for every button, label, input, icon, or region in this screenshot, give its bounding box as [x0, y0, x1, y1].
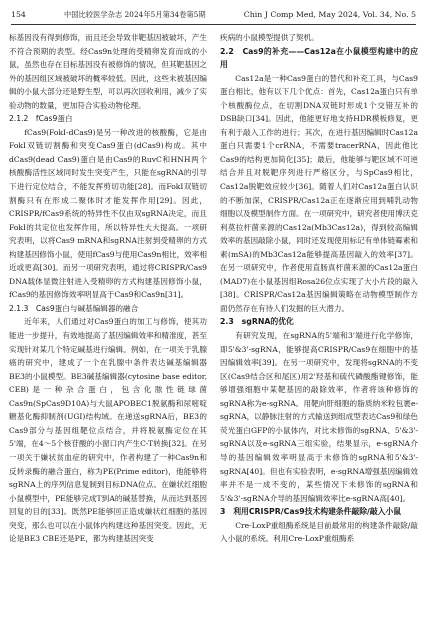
- body-paragraph: Cas12a是一种Cas9蛋白的替代和补充工具，与Cas9蛋白相比，他有以下几个优点：首先，Cas12a蛋白只有单个核酸酶位点，在切割DNA双链时形成1个交错互补的DSB缺口[34]。因此，他能更好地支持HDR模板修复，更有利于敲入工作的进行；其次，在进行基因编辑时Cas12a蛋白只需要1个crRNA，不需要tracerRNA，因此他比Cas9的结构更加简化[35]；最后，他能够与靶区域不可逆结合并且对脱靶序列进行严格区分，与SpCas9相比，Cas12a脱靶效应较少[36]。随着人们对Cas12a蛋白认识的不断加深，CRISPR/Cas12a正在逐渐应用到哺乳动物细胞以及模型制作方面。在一项研究中，研究者使用博沃克利莫拉杆菌来源的Cas12a(Mb3Cas12a)，得到较高编辑效率的基因敲除小鼠，同时还发现使用标记有单体链霉素和素(mSA)的Mb3Cas12a能够提高基因敲入的效率[37]。在另一项研究中，作者使用直肠真杆菌来源的Cas12a蛋白(MAD7)在小鼠基因组Rosa26位点实现了大小片段的敲入[38]。CRISPR/Cas12a基因编辑策略在动物模型制作方面仍然存在有待人们发掘的巨大潜力。: [220, 73, 418, 313]
- body-paragraph: fCas9(FokI-dCas9)是另一种改进的核酸酶，它是由FokI双链切割酶和突变Cas9蛋白(dCas9)构成。其中dCas9(dead Cas9)蛋白是由Cas9的RuvC和HNH两个核酸酶活性区域同时发生突变产生，只能在sgRNA的引导下进行定位结合，不能发挥剪切功能[28]。而FokI双链切割酶只有在形成二聚体时才能发挥作用[29]。因此，CRISPR/fCas9系统的特异性不仅由双sgRNA决定，而且FokI的共定位也发挥作用，所以特异性大大提高。一项研究表明，以将Cas9 mRNA和sgRNA注射到受精卵的方式构建基因修饰小鼠，使用fCas9与使用Cas9n相比，效率相近或更高[30]。而另一项研究表明，通过将CRISPR/Cas9 DNA载体显微注射进入受精卵的方式构建基因修饰小鼠，fCas9的基因修饰效率明显高于Cas9和Cas9n[31]。: [9, 127, 207, 300]
- subsection-heading: 2.1.3 Cas9蛋白与碱基编辑器的融合: [9, 303, 139, 313]
- body-paragraph: 疾病的小鼠模型提供了契机。: [220, 33, 319, 42]
- section-heading: 2.2 Cas9的补充——Cas12a在小鼠模型构建中的应用: [220, 46, 418, 70]
- journal-title-english: Chin J Comp Med, May 2024, Vol. 34, No. 5: [243, 10, 416, 20]
- header-rule: [11, 24, 416, 25]
- body-paragraph: 标基因没有得到修饰，而且还会导致非靶基因被破坏，产生不符合预期的表型。经Cas9n处理的受精卵发育而成的小鼠，虽然也存在目标基因没有被修饰的情况，但其靶基因之外的基因组区域被破坏的概率较低。因此，这些未被基因编辑的小鼠大部分还是野生型，可以再次回收利用，减少了实验动物的数量，更加符合实验动物伦理。: [9, 33, 207, 110]
- section-heading: 3 利用CRISPR/Cas9技术构建条件敲除/敲入小鼠: [220, 507, 402, 517]
- page-header: [11, 8, 416, 22]
- page-number: 154: [11, 10, 26, 20]
- body-paragraph: Cre-LoxP重组酶系统是目前最常用的构建条件敲除/敲入小鼠的系统。利用Cre-LoxP重组酶系: [220, 520, 418, 544]
- body-paragraph: 有研究发现，在sgRNA的5'端和3'端进行化学修饰，即5'&3'-sgRNA，能够提高CRISPR/Cas9在细胞中的基因编辑效率[39]。在另一项研究中，发现将sgRNA的不变区(Cas9结合区和尾区)用2'羟基和硫代磷酸酯键修饰，能够增强细胞中某靶基因的敲除效率，作者将该种修饰的sgRNA称为e-sgRNA。用靶向肝细胞的脂质纳米粒包裹e-sgRNA，以静脉注射的方式输送到组成型表达Cas9和绿色荧光蛋白GFP的小鼠体内，对比未修饰的sgRNA、5'&3'-sgRNA以及e-sgRNA三组实验，结果显示，e-sgRNA介导的基因编辑效率明显高于未修饰的sgRNA和5'&3'-sgRNA[40]。但也有实验表明，e-sgRNA增强基因编辑效率并不是一成不变的，某些情况下未修饰的sgRNA和5'&3'-sgRNA介导的基因编辑效率比e-sgRNA高[40]。: [220, 331, 418, 503]
- right-column: [220, 31, 418, 546]
- subsection-heading: 2.1.2 fCas9蛋白: [9, 114, 73, 124]
- body-paragraph: 近年来，人们通过对Cas9蛋白的加工与修饰，使其功能进一步提升，有效地提高了基因编辑效率和精准度，甚至实现针对某几个特定碱基进行编辑。例如，在一项关于乳腺癌的研究中，建成了一个在乳腺中条件表达碱基编辑器BE3的小鼠模型。BE3碱基编辑器(cytosine base editor, CEB)是一种杂合蛋白，包含化脓性链球菌Cas9n(SpCas9D10A)与大鼠APOBEC1脱氨酶和尿嘧啶糖基化酶抑制剂(UGI)结构域。在递送sgRNA后，BE3的Cas9部分与基因组靶位点结合，并将脱氨酶定位在其5'端，在4～5个核苷酸的小窗口内产生C-T转换[32]。在另一项关于嫌状贫血症的研究中，作者构建了一种Cas9n和反转录酶的融合蛋白，称为PE(Prime editor)，他能够将sgRNA上的序列信息复制到目标DNA位点。在嫌状红细胞小鼠模型中，PE能够完成T到A的碱基替换，从而达到基因回复的目的[33]。既然PE能够回正造成嫌状红细胞的基因突变，那么也可以在小鼠体内构建这种基因突变。因此，无论是BE3 CBE还是PE，都为构建基因突变: [9, 317, 207, 544]
- section-heading: 2.3 sgRNA的优化: [220, 317, 294, 327]
- left-column: [9, 31, 207, 546]
- journal-title: 中国比较医学杂志 2024年5月第34卷第5期: [63, 10, 206, 20]
